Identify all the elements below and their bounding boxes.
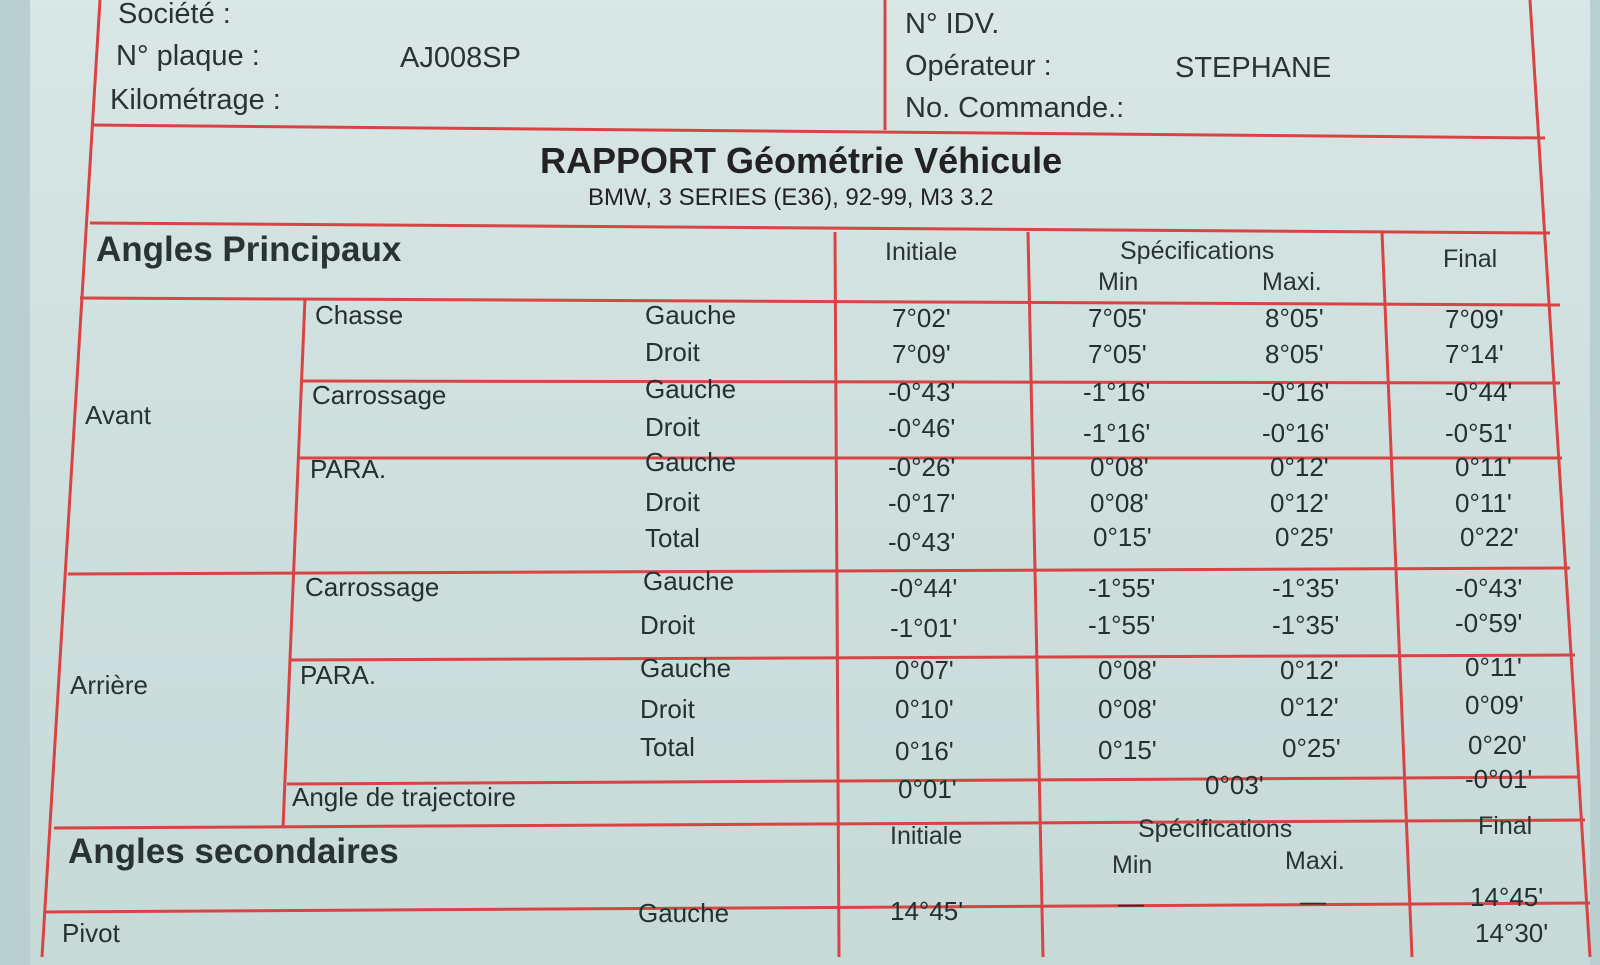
max-value: 0°12' [1280, 655, 1339, 685]
final-value: -0°51' [1445, 418, 1513, 448]
km-label: Kilométrage : [110, 84, 281, 116]
side-label: Gauche [645, 300, 737, 330]
initiale-value: 7°02' [892, 303, 951, 333]
plaque-label: N° plaque : [116, 40, 260, 72]
min-value: 0°15' [1093, 522, 1152, 552]
side-label: Droit [640, 694, 695, 724]
group-avant: Avant [85, 400, 152, 430]
max-value: -1°35' [1272, 573, 1340, 603]
plaque-value: AJ008SP [400, 42, 521, 74]
col-min-2: Min [1112, 851, 1153, 879]
col-initiale: Initiale [885, 238, 958, 266]
final-value: 7°09' [1445, 304, 1504, 334]
side-label: Total [645, 523, 700, 553]
side-label: Droit [640, 610, 695, 640]
initiale-value: -0°17' [888, 488, 956, 518]
min-value: 0°08' [1090, 488, 1149, 518]
side-label: Droit [645, 487, 700, 517]
min-value: 7°05' [1088, 303, 1147, 333]
col-specifications-2: Spécifications [1138, 815, 1293, 843]
param-label: Carrossage [312, 380, 447, 410]
final-value: 0°22' [1460, 522, 1519, 552]
param-label: Carrossage [305, 572, 440, 602]
min-value: 7°05' [1088, 339, 1147, 369]
max-value: — [1300, 886, 1326, 916]
param-label: Chasse [315, 300, 404, 330]
operateur-label: Opérateur : [905, 50, 1052, 82]
max-value: -0°16' [1262, 418, 1330, 448]
col-final-2: Final [1478, 812, 1533, 840]
final-value: -0°01' [1465, 764, 1533, 794]
param-label: Pivot [62, 918, 120, 948]
initiale-value: 14°45' [890, 896, 964, 926]
min-value: -1°16' [1083, 418, 1151, 448]
side-label: Droit [645, 337, 700, 367]
min-value: 0°08' [1098, 655, 1157, 685]
col-max-2: Maxi. [1285, 847, 1345, 875]
max-value: 0°12' [1270, 452, 1329, 482]
min-value: 0°08' [1090, 452, 1149, 482]
societe-label: Société : [118, 0, 231, 30]
side-label: Gauche [645, 447, 737, 477]
param-label: PARA. [300, 660, 377, 690]
initiale-value: 0°16' [895, 736, 954, 766]
param-label: PARA. [310, 454, 387, 484]
initiale-value: 7°09' [892, 339, 951, 369]
max-value: 0°12' [1270, 488, 1329, 518]
side-label: Droit [645, 412, 700, 442]
final-value: 7°14' [1445, 339, 1504, 369]
initiale-value: 0°10' [895, 694, 954, 724]
max-value: 8°05' [1265, 339, 1324, 369]
min-value: -1°55' [1088, 573, 1156, 603]
commande-label: No. Commande.: [905, 92, 1125, 124]
min-value: — [1118, 888, 1144, 918]
final-value: -0°43' [1455, 573, 1523, 603]
final-value: 0°09' [1465, 690, 1524, 720]
side-label: Gauche [638, 898, 730, 928]
col-max: Maxi. [1262, 268, 1322, 296]
col-initiale-2: Initiale [890, 822, 963, 850]
initiale-value: 0°07' [895, 655, 954, 685]
max-value: 0°25' [1275, 522, 1334, 552]
min-value: -1°16' [1083, 377, 1151, 407]
secondary-section-title: Angles secondaires [68, 832, 399, 871]
max-value: 0°25' [1282, 733, 1341, 763]
side-label: Gauche [643, 566, 735, 596]
initiale-value: -0°43' [888, 527, 956, 557]
final-value: 0°11' [1465, 652, 1522, 682]
min-value: 0°15' [1098, 735, 1157, 765]
side-label: Total [640, 732, 695, 762]
min-value: -1°55' [1088, 610, 1156, 640]
side-label: Gauche [640, 653, 732, 683]
idv-label: N° IDV. [905, 8, 1000, 40]
min-value: 0°08' [1098, 694, 1157, 724]
col-final: Final [1443, 245, 1498, 273]
initiale-value: -0°46' [888, 413, 956, 443]
initiale-value: -0°43' [888, 377, 956, 407]
report-title: RAPPORT Géométrie Véhicule [540, 140, 1063, 181]
col-specifications: Spécifications [1120, 237, 1275, 265]
max-value: 0°12' [1280, 692, 1339, 722]
initiale-value: -1°01' [890, 613, 958, 643]
col-min: Min [1098, 268, 1139, 296]
final-value: -0°44' [1445, 377, 1513, 407]
initiale-value: -0°26' [888, 452, 956, 482]
max-value: -1°35' [1272, 610, 1340, 640]
initiale-value: -0°44' [890, 573, 958, 603]
final-value: 0°11' [1455, 452, 1512, 482]
vehicle-description: BMW, 3 SERIES (E36), 92-99, M3 3.2 [588, 184, 994, 211]
side-label: Gauche [645, 374, 737, 404]
final-value: 0°11' [1455, 488, 1512, 518]
initiale-value: 0°01' [898, 774, 957, 804]
max-value: 8°05' [1265, 303, 1324, 333]
spec-value: 0°03' [1205, 770, 1264, 800]
operateur-value: STEPHANE [1175, 52, 1332, 84]
principal-section-title: Angles Principaux [96, 230, 402, 269]
trajectoire-label: Angle de trajectoire [292, 782, 517, 812]
max-value: -0°16' [1262, 377, 1330, 407]
final-value: -0°59' [1455, 608, 1523, 638]
final-value-2: 14°30' [1475, 918, 1549, 948]
group-arriere: Arrière [70, 670, 149, 700]
final-value: 14°45' [1470, 882, 1544, 912]
final-value: 0°20' [1468, 730, 1527, 760]
